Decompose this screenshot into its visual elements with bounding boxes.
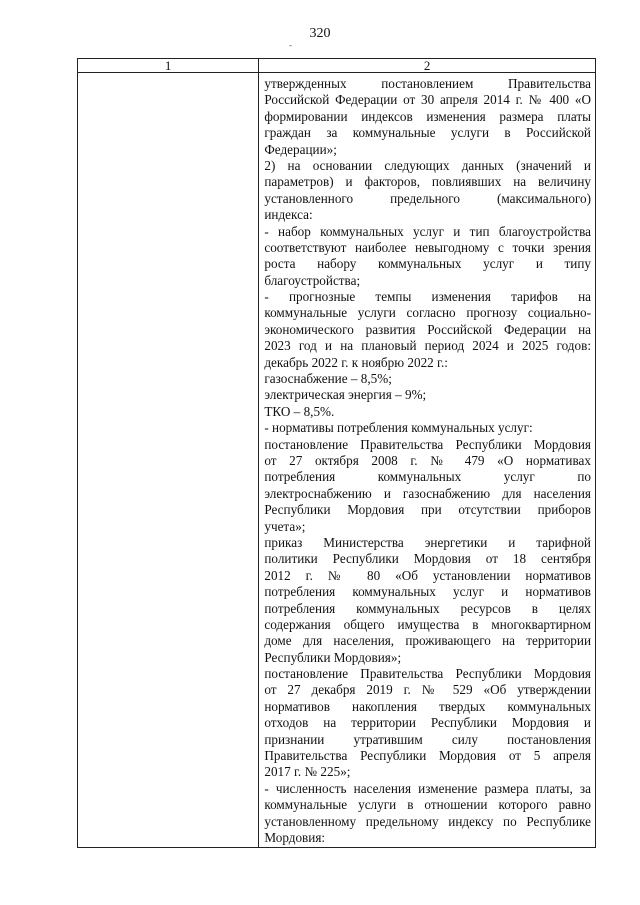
text-line: учета»;: [264, 518, 306, 534]
page-number: 320: [309, 26, 331, 41]
text-line: установленному предельному индексу по Республике: [264, 813, 591, 829]
text-line: содержания общего имущества в многоквартирном: [264, 616, 591, 632]
text-line: от 27 октября 2008 г. № 479 «О нормативах: [264, 452, 591, 468]
text-line: электрическая энергия – 9%;: [264, 387, 427, 403]
text-line: соответствуют наиболее невыгодному с точки зрения: [264, 239, 591, 255]
column-header-1: 1: [78, 59, 259, 73]
table-row: [78, 73, 596, 848]
text-line: - численность населения изменение размера платы, за: [264, 780, 591, 796]
text-line: Мордовия:: [264, 829, 326, 845]
stray-mark: -: [289, 40, 292, 50]
text-line: Республики Мордовия при отсутствии приборов: [264, 502, 591, 518]
left-empty-cell: [78, 73, 259, 848]
text-line: потребления коммунальных услуг и нормативов: [264, 584, 591, 600]
text-lines: [264, 76, 591, 846]
text-line: от 27 декабря 2019 г. № 529 «Об утверждении: [264, 682, 591, 698]
document-table: [77, 58, 596, 848]
text-line: политики Республики Мордовия от 18 сентября: [264, 551, 591, 567]
text-line: утвержденных постановлением Правительства: [264, 76, 591, 91]
column-header-2: 2: [259, 59, 596, 73]
text-line: 2012 г. № 80 «Об установлении нормативов: [264, 567, 591, 583]
text-line: - нормативы потребления коммунальных услуг:: [264, 420, 533, 436]
text-line: экономического развития Российской Федерации на: [264, 321, 591, 337]
text-line: установленного предельного (максимального): [264, 190, 591, 206]
text-line: - прогнозные темпы изменения тарифов на: [264, 289, 591, 305]
text-line: роста набору коммунальных услуг и типу: [264, 256, 591, 272]
text-line: Российской Федерации от 30 апреля 2014 г. № 400 «О: [264, 92, 591, 108]
text-line: постановление Правительства Республики Мордовия: [264, 666, 591, 682]
text-line: Федерации»;: [264, 141, 337, 157]
text-line: индекса:: [264, 207, 313, 223]
text-line: - набор коммунальных услуг и тип благоустройства: [264, 223, 591, 239]
text-line: 2017 г. № 225»;: [264, 764, 351, 780]
text-line: потребления коммунальных услуг по: [264, 469, 591, 485]
text-line: Республики Мордовия»;: [264, 649, 402, 665]
text-line: 2023 год и на плановый период 2024 и 2025 годов:: [264, 338, 591, 354]
text-line: приказ Министерства энергетики и тарифной: [264, 534, 591, 550]
text-line: благоустройства;: [264, 272, 361, 288]
text-line: коммунальные услуги согласно прогнозу социально-: [264, 305, 591, 321]
text-line: Правительства Республики Мордовия от 5 апреля: [264, 748, 591, 764]
text-line: признании утратившим силу постановления: [264, 731, 591, 747]
text-line: граждан за коммунальные услуги в Российской: [264, 125, 591, 141]
text-line: коммунальные услуги в отношении которого равно: [264, 797, 591, 813]
text-line: доме для населения, проживающего на территории: [264, 633, 591, 649]
table-header-row: [78, 59, 596, 73]
text-cell: [259, 73, 596, 848]
text-line: постановление Правительства Республики Мордовия: [264, 436, 591, 452]
text-line: 2) на основании следующих данных (значений и: [264, 157, 591, 173]
text-line: декабрь 2022 г. к ноябрю 2022 г.:: [264, 354, 448, 370]
text-line: отходов на территории Республики Мордовия и: [264, 715, 591, 731]
text-line: электроснабжению и газоснабжению для населения: [264, 485, 591, 501]
text-line: ТКО – 8,5%.: [264, 403, 335, 419]
text-line: формировании индексов изменения размера платы: [264, 108, 591, 124]
text-line: потребления коммунальных ресурсов в целях: [264, 600, 591, 616]
text-line: параметров) и факторов, повлиявших на величину: [264, 174, 591, 190]
text-line: нормативов накопления твердых коммунальных: [264, 698, 591, 714]
text-line: газоснабжение – 8,5%;: [264, 371, 392, 387]
